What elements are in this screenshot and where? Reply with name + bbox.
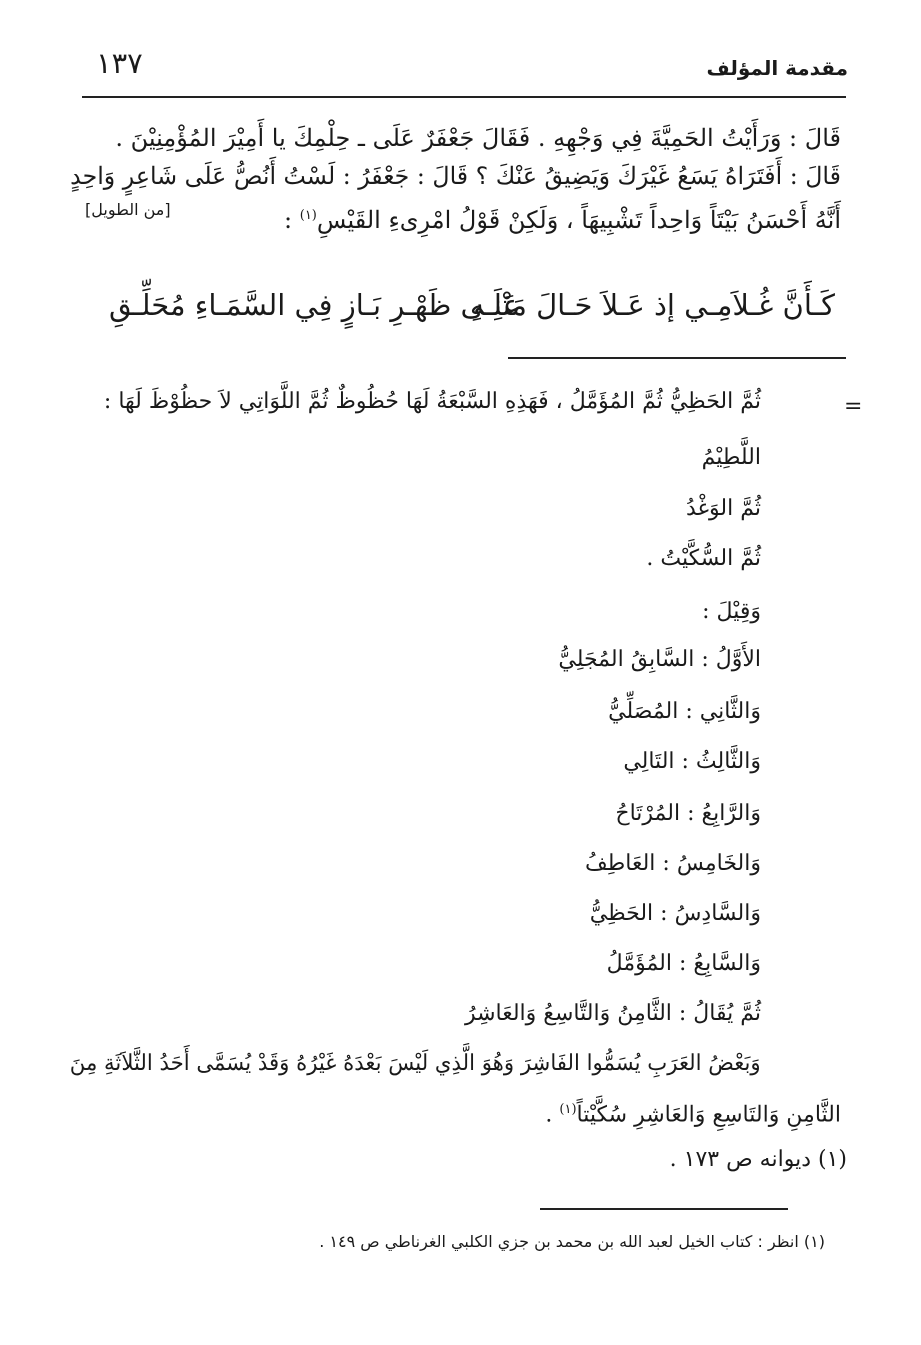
verse-divider bbox=[508, 357, 846, 359]
main-text-line-2: قَالَ : أَفَتَرَاهُ يَسَعُ غَيْرَكَ وَيَضِيقُ عَنْكَ ؟ قَالَ : جَعْفَرُ : لَسْتُ أَنُصُّ عَلَى شَاعِرٍ وَاحِدٍ bbox=[70, 162, 841, 190]
footnote-ref: (١) bbox=[299, 208, 317, 223]
footnote-ref: (١) bbox=[559, 1102, 577, 1117]
footnote-divider bbox=[540, 1208, 788, 1210]
colon: : bbox=[284, 206, 300, 234]
list-item: وَالثَّانِي : المُصَلِّيُّ bbox=[608, 699, 761, 724]
list-item: ثُمَّ يُقَالُ : الثَّامِنُ وَالتَّاسِعُ وَالعَاشِرُ bbox=[464, 1001, 761, 1026]
list-item: الأَوَّلُ : السَّابِقُ المُجَلِيُّ bbox=[558, 647, 761, 672]
inline-footnote: (١) ديوانه ص ١٧٣ . bbox=[669, 1147, 847, 1172]
commentary-paragraph-line-2-text: الثَّامِنِ وَالتَاسِعِ وَالعَاشِرِ سُكَّيْتاً bbox=[576, 1102, 841, 1128]
list-item: ثُمَّ السُّكَّيْتُ . bbox=[646, 546, 761, 571]
main-text-line-3-text: أَنَّهُ أَحْسَنُ بَيْتَاً وَاحِداً تَشْبِيهَاً ، وَلَكِنْ قَوْلُ امْرِىءِ القَيْسِ bbox=[316, 206, 841, 234]
list-item: وَالرَّابِعُ : المُرْتَاحُ bbox=[615, 801, 761, 826]
list-item: وَالسَّابِعُ : المُؤَمَّلُ bbox=[606, 951, 761, 976]
verse-second-hemistich: عَلَـى ظَهْـرِ بَـازٍ فِي السَّمَـاءِ مُحَلِّـقِ bbox=[109, 288, 521, 322]
list-item: وَالسَّادِسُ : الحَظِيُّ bbox=[589, 901, 761, 926]
header-divider bbox=[82, 96, 846, 98]
main-text-line-1: قَالَ : وَرَأَيْتُ الحَمِيَّةَ فِي وَجْهِهِ . فَقَالَ جَعْفَرٌ عَلَى ـ حِلْمِكَ يا أَمِيْرَ المُؤْمِنِيْنَ . bbox=[115, 124, 841, 152]
commentary-paragraph-line-2 bbox=[545, 1092, 841, 1133]
period: . bbox=[545, 1102, 560, 1128]
commentary-paragraph-line-1: وَبَعْضُ العَرَبِ يُسَمُّوا الفَاشِرَ وَهُوَ الَّذِي لَيْسَ بَعْدَهُ غَيْرُهُ وَقَدْ يُسَمَّى أَحَدُ الثَّلاَثَةِ مِنَ bbox=[70, 1051, 761, 1076]
chapter-title: مقدمة المؤلف bbox=[706, 56, 848, 80]
list-item: وَالخَامِسُ : العَاطِفُ bbox=[585, 851, 761, 876]
list-item: وَالثَّالِثُ : التَالِي bbox=[623, 749, 761, 774]
list-item: ثُمَّ الوَغْدُ bbox=[686, 496, 761, 521]
list-item: اللَّطِيْمُ bbox=[701, 445, 761, 470]
main-text-line-3 bbox=[284, 196, 841, 240]
page-number: ١٣٧ bbox=[96, 46, 143, 80]
page-footnote: (١) انظر : كتاب الخيل لعبد الله بن محمد بن جزي الكلبي الغرناطي ص ١٤٩ . bbox=[319, 1232, 825, 1251]
verse-first-hemistich: كَـأَنَّ غُـلاَمِـي إذ عَـلاَ حَـالَ مَتْنِـهِ bbox=[469, 288, 835, 322]
meter-label: [من الطويل] bbox=[85, 200, 171, 219]
list-item: وَقِيْلَ : bbox=[702, 599, 761, 624]
continuation-mark: = bbox=[844, 394, 863, 419]
commentary-intro: ثُمَّ الحَظِيُّ ثُمَّ المُؤَمَّلُ ، فَهَذِهِ السَّبْعَةُ لَهَا حُظُوظٌ ثُمَّ اللَّوَاتِي لاَ حظُوْظَ لَهَا : bbox=[103, 389, 761, 414]
